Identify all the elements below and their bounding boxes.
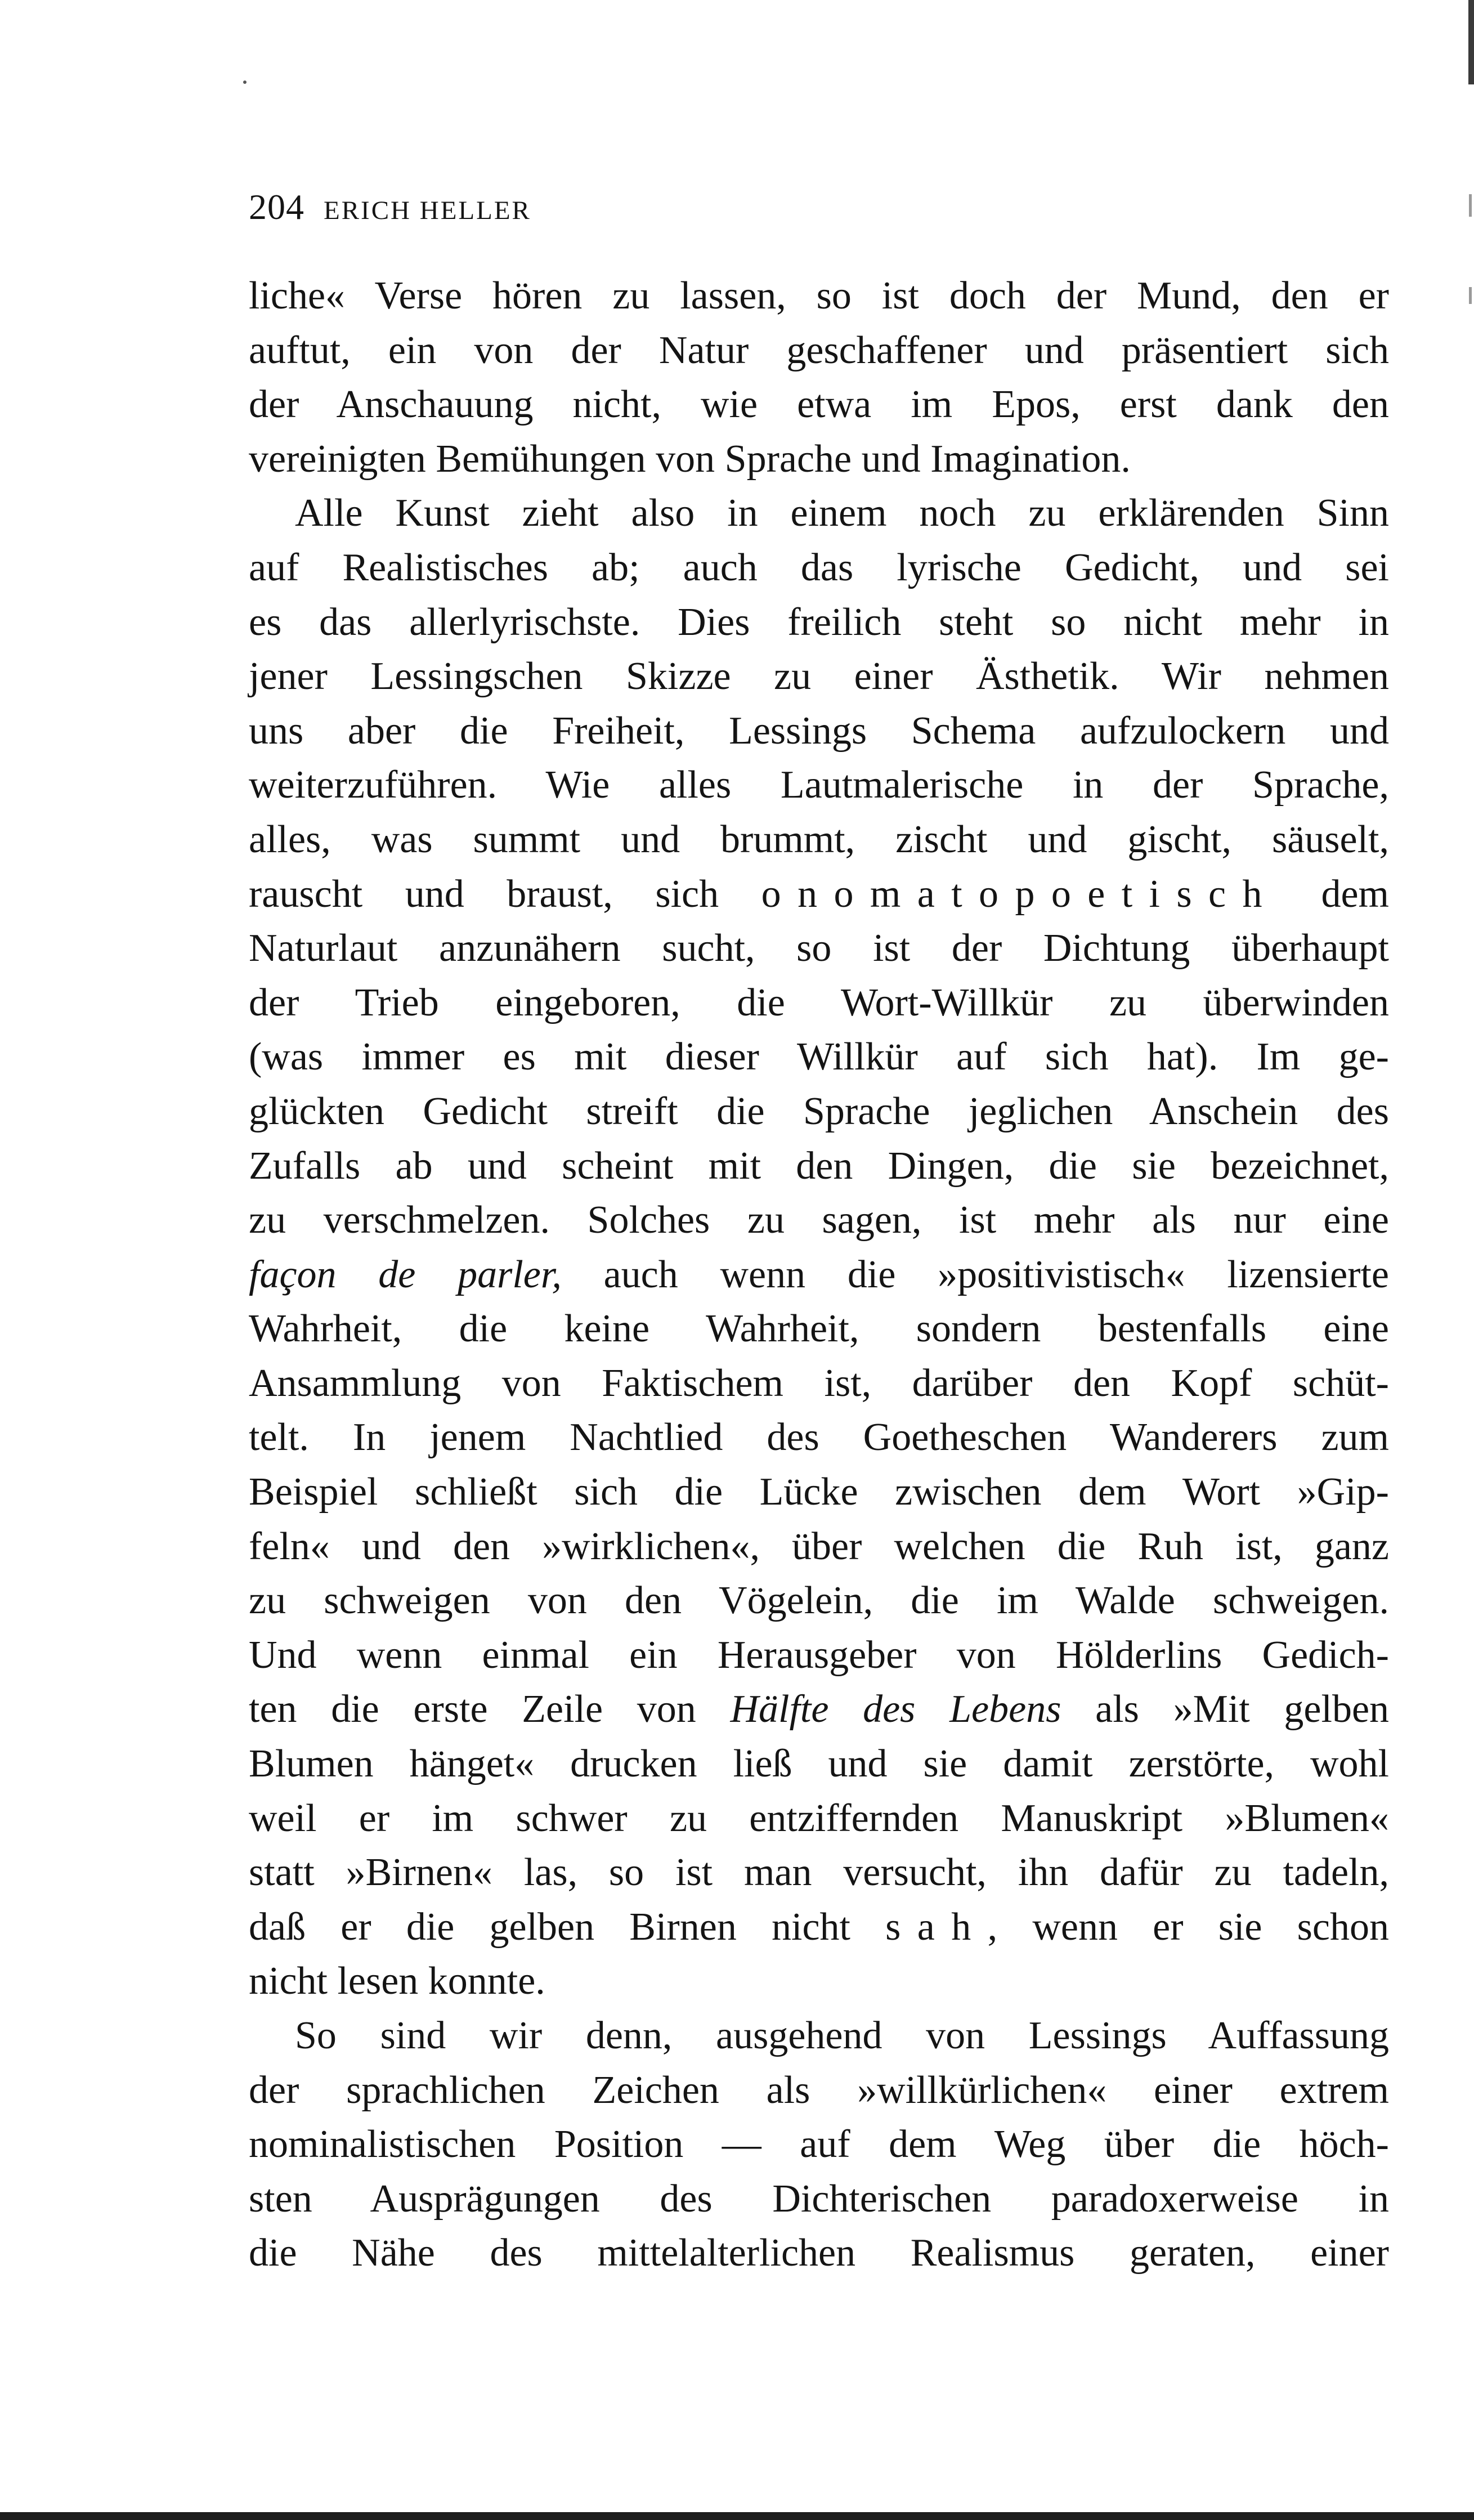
text-line: zu schweigen von den Vögelein, die im Walde schweigen. bbox=[249, 1579, 1389, 1623]
scan-edge-shadow bbox=[1468, 0, 1474, 84]
page-number: 204 bbox=[249, 187, 304, 227]
text-line: Beispiel schließt sich die Lücke zwischen dem Wort »Gip- bbox=[249, 1470, 1389, 1514]
text-line: sten Ausprägungen des Dichterischen paradoxerweise in bbox=[249, 2177, 1389, 2221]
text-line: glückten Gedicht streift die Sprache jeglichen Anschein des bbox=[249, 1089, 1389, 1133]
text-line: alles, was summt und brummt, zischt und gischt, säuselt, bbox=[249, 817, 1389, 861]
text-line: Alle Kunst zieht also in einem noch zu erklärenden Sinn bbox=[295, 491, 1389, 535]
scan-bottom-edge bbox=[0, 2512, 1474, 2520]
scan-edge-mark bbox=[1469, 287, 1472, 304]
text-line: auftut, ein von der Natur geschaffener und präsentiert sich bbox=[249, 328, 1389, 372]
text-line: feln« und den »wirklichen«, über welchen die Ruh ist, ganz bbox=[249, 1524, 1389, 1568]
text-line: Und wenn einmal ein Herausgeber von Hölderlins Gedich- bbox=[249, 1633, 1389, 1677]
text-line: auf Realistisches ab; auch das lyrische Gedicht, und sei bbox=[249, 545, 1389, 589]
text-line: daß er die gelben Birnen nicht sah, wenn er sie schon bbox=[249, 1905, 1389, 1949]
text-line: der Anschauung nicht, wie etwa im Epos, erst dank den bbox=[249, 383, 1389, 427]
text-line: statt »Birnen« las, so ist man versucht, ihn dafür zu tadeln, bbox=[249, 1851, 1389, 1895]
text-line: zu verschmelzen. Solches zu sagen, ist mehr als nur eine bbox=[249, 1198, 1389, 1242]
emphasized-spaced-word: onomatopoetisch bbox=[761, 872, 1279, 916]
text-line: weil er im schwer zu entziffernden Manuskript »Blumen« bbox=[249, 1796, 1389, 1840]
text-line: So sind wir denn, ausgehend von Lessings Auffassung bbox=[295, 2014, 1389, 2057]
text-line: Zufalls ab und scheint mit den Dingen, die sie bezeichnet, bbox=[249, 1144, 1389, 1188]
text-line: Naturlaut anzunähern sucht, so ist der Dichtung überhaupt bbox=[249, 926, 1389, 970]
text-line: Blumen hänget« drucken ließ und sie damit zerstörte, wohl bbox=[249, 1742, 1389, 1786]
text-line: rauscht und braust, sich onomatopoetisch dem bbox=[249, 872, 1389, 916]
text-line: nominalistischen Position — auf dem Weg über die höch- bbox=[249, 2123, 1389, 2167]
body-text bbox=[249, 269, 1389, 2281]
page-header bbox=[249, 185, 531, 230]
text-line: (was immer es mit dieser Willkür auf sich hat). Im ge- bbox=[249, 1035, 1389, 1079]
text-line: façon de parler, auch wenn die »positivistisch« lizensierte bbox=[249, 1252, 1389, 1296]
text-line: telt. In jenem Nachtlied des Goetheschen Wanderers zum bbox=[249, 1416, 1389, 1460]
text-line: die Nähe des mittelalterlichen Realismus geraten, einer bbox=[249, 2231, 1389, 2275]
text-line: uns aber die Freiheit, Lessings Schema aufzulockern und bbox=[249, 709, 1389, 753]
italic-title: Hälfte des Lebens bbox=[730, 1688, 1061, 1731]
italic-phrase: façon de parler, bbox=[249, 1252, 562, 1296]
text-line: liche« Verse hören zu lassen, so ist doch der Mund, den er bbox=[249, 274, 1389, 317]
text-line: weiterzuführen. Wie alles Lautmalerische in der Sprache, bbox=[249, 763, 1389, 807]
text-line: jener Lessingschen Skizze zu einer Ästhetik. Wir nehmen bbox=[249, 655, 1389, 699]
text-line: ten die erste Zeile von Hälfte des Lebens als »Mit gelben bbox=[249, 1688, 1390, 1731]
scan-speck bbox=[243, 80, 247, 84]
emphasized-spaced-word: sah bbox=[885, 1905, 988, 1949]
text-line: der Trieb eingeboren, die Wort-Willkür zu überwinden bbox=[249, 981, 1389, 1024]
running-head: ERICH HELLER bbox=[324, 196, 531, 225]
text-line: vereinigten Bemühungen von Sprache und Imagination. bbox=[249, 437, 1131, 481]
text-line: Ansammlung von Faktischem ist, darüber den Kopf schüt- bbox=[249, 1361, 1389, 1405]
text-line: es das allerlyrischste. Dies freilich steht so nicht mehr in bbox=[249, 600, 1389, 644]
text-line: der sprachlichen Zeichen als »willkürlichen« einer extrem bbox=[249, 2068, 1389, 2112]
text-line: nicht lesen konnte. bbox=[249, 1959, 545, 2003]
scan-edge-mark bbox=[1469, 194, 1472, 217]
text-line: Wahrheit, die keine Wahrheit, sondern bestenfalls eine bbox=[249, 1307, 1389, 1351]
